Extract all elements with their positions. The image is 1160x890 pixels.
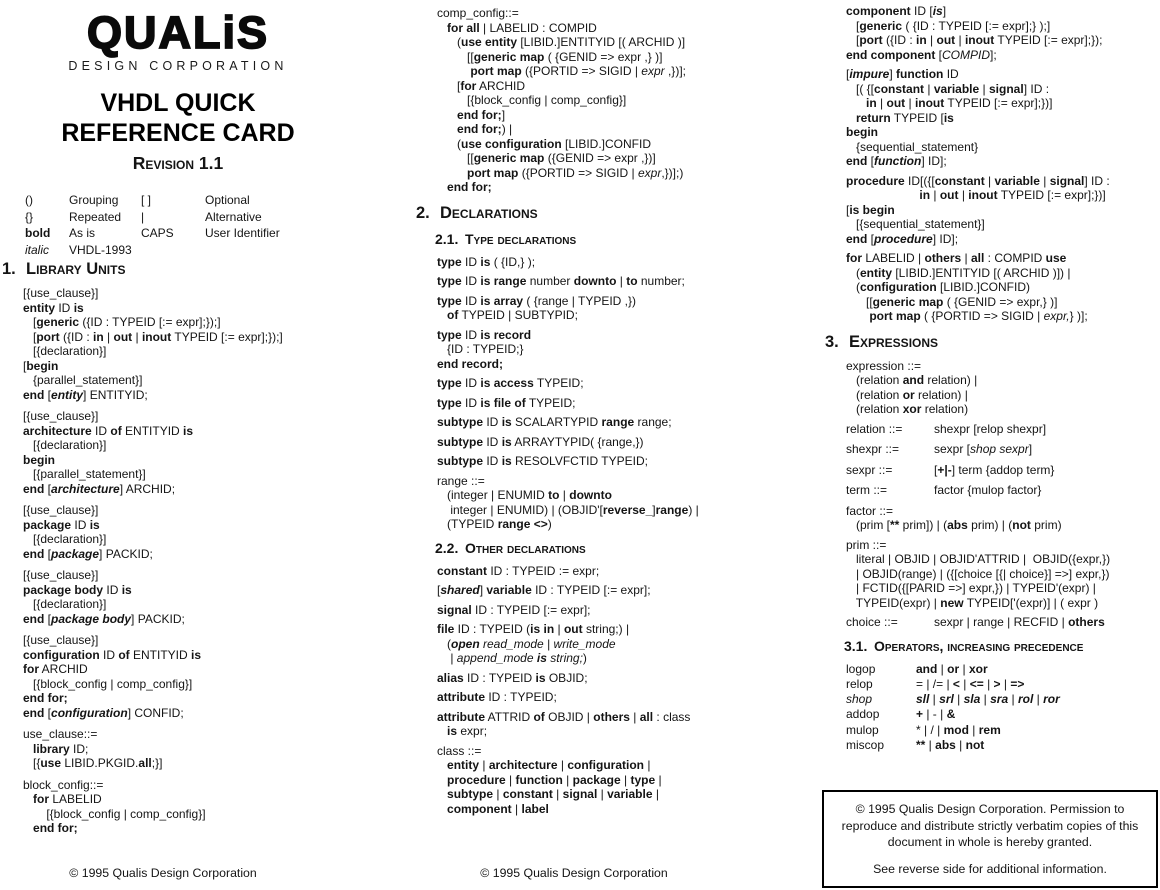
code-line: of TYPEID | SUBTYPID;	[447, 308, 578, 322]
section-heading	[416, 204, 772, 223]
card-header	[28, 8, 328, 174]
legend-meaning	[205, 242, 355, 259]
code-line: end for;	[447, 180, 492, 194]
code-line: entity | architecture | configuration |	[447, 758, 651, 772]
legend-symbol: bold	[25, 226, 51, 240]
card-title	[28, 88, 328, 148]
code-line: for all | LABELID : COMPID	[447, 20, 597, 35]
code-line: prim ::=	[846, 537, 887, 552]
code-block	[846, 538, 1160, 611]
permission-text: © 1995 Qualis Design Corporation. Permission to reproduce and distribute strictly verbatim copies of this document in whole is hereby granted.	[841, 802, 1139, 849]
code-line: type ID is record	[437, 327, 532, 342]
code-line: [{use_clause}]	[23, 503, 99, 517]
operator-class: logop	[846, 661, 876, 676]
code-line: [{use LIBID.PKGID.all;}]	[23, 756, 163, 770]
code-line: [{use_clause}]	[23, 286, 99, 300]
code-line: (use configuration [LIBID.]CONFID	[437, 136, 652, 151]
code-line: constant ID : TYPEID := expr;	[437, 563, 600, 578]
grammar-term: shexpr ::=	[846, 442, 900, 456]
code-line: end [package body] PACKID;	[23, 611, 185, 626]
legend-row	[25, 209, 355, 226]
column-library-units	[2, 260, 393, 843]
code-line: return TYPEID [is	[856, 110, 954, 125]
code-line: [{declaration}]	[23, 344, 107, 358]
code-block	[437, 255, 772, 270]
operator-class: miscop	[846, 737, 885, 752]
code-line: [( {[constant | variable | signal] ID :	[846, 81, 1050, 96]
code-line: [{declaration}]	[23, 532, 107, 546]
code-line: range ::=	[437, 473, 485, 488]
code-block	[437, 294, 772, 323]
code-line: end component [COMPID];	[846, 47, 997, 62]
operator-symbols: + | - | &	[916, 707, 956, 722]
operator-row	[846, 723, 1160, 738]
code-line: | FCTID({[PARID =>] expr,}) | TYPEID'(expr) |	[846, 581, 1096, 595]
grammar-definition	[846, 442, 1160, 457]
legend-meaning: Alternative	[205, 209, 262, 224]
grammar-term: term ::=	[846, 483, 888, 497]
code-line: subtype ID is RESOLVFCTID TYPEID;	[437, 454, 648, 468]
grammar-definition	[846, 422, 1160, 437]
code-line: library ID;	[33, 741, 89, 756]
code-line: [{use_clause}]	[23, 409, 99, 423]
column-expressions	[825, 4, 1160, 753]
section-heading	[2, 260, 393, 279]
operator-row	[846, 707, 1160, 722]
code-line: {parallel_statement}]	[23, 373, 143, 387]
title-line-2: REFERENCE CARD	[61, 119, 295, 147]
code-line: integer | ENUMID) | (OBJID'[reverse_]range) |	[437, 502, 699, 517]
section-title: Other declarations	[465, 539, 586, 556]
operator-class: mulop	[846, 722, 879, 737]
operator-row	[846, 692, 1160, 707]
code-line: [impure] function ID	[846, 67, 959, 81]
operator-symbols: = | /= | < | <= | > | =>	[916, 676, 1025, 691]
code-block	[437, 376, 772, 391]
section-heading	[844, 638, 1160, 654]
code-line: begin	[23, 452, 55, 467]
code-line: type ID is ( {ID,} );	[437, 254, 536, 269]
section-number: 1.	[2, 260, 16, 278]
code-line: [{declaration}]	[23, 597, 107, 611]
code-block	[846, 504, 1160, 533]
code-line: [[generic map ( {GENID => expr,} )]	[846, 294, 1058, 309]
column-declarations	[416, 6, 772, 821]
code-line: subtype ID is SCALARTYPID range range;	[437, 415, 672, 429]
legend-symbol	[141, 242, 205, 259]
code-line: in | out | inout TYPEID [:= expr];})]	[919, 188, 1106, 202]
code-line: [{declaration}]	[23, 438, 107, 452]
operator-symbols: and | or | xor	[916, 661, 988, 676]
code-line: {ID : TYPEID;}	[437, 342, 524, 356]
legend-symbol: |	[141, 209, 145, 224]
code-block	[846, 67, 1160, 169]
column1-copyright: © 1995 Qualis Design Corporation	[69, 866, 257, 880]
operator-class: shop	[846, 692, 873, 707]
grammar-expansion: factor {mulop factor}	[934, 483, 1042, 497]
code-line: type ID is access TYPEID;	[437, 376, 584, 390]
code-block	[437, 454, 772, 469]
section-number: 3.1.	[844, 637, 868, 654]
code-block	[437, 328, 772, 372]
code-block	[846, 359, 1160, 417]
legend-meaning: Repeated	[69, 209, 122, 224]
section-heading	[435, 540, 772, 556]
permission-notice-box	[822, 790, 1158, 888]
code-line: [{block_config | comp_config}]	[23, 806, 206, 821]
code-block	[437, 474, 772, 532]
grammar-term: choice ::=	[846, 615, 898, 629]
code-line: TYPEID(expr) | new TYPEID['(expr)] | ( expr )	[846, 595, 1099, 610]
code-line: type ID is array ( {range | TYPEID ,})	[437, 293, 637, 308]
legend-symbol: italic	[25, 242, 50, 257]
code-line: package body ID is	[23, 582, 132, 597]
code-block	[23, 409, 393, 496]
operator-symbols: ** | abs | not	[916, 737, 985, 752]
code-line: in | out | inout TYPEID [:= expr];})]	[866, 96, 1053, 110]
code-line: {sequential_statement}	[846, 139, 979, 154]
code-block	[437, 435, 772, 450]
code-line: component | label	[447, 801, 549, 816]
code-line: procedure ID[({[constant | variable | signal] ID :	[846, 173, 1110, 188]
code-line: [{use_clause}]	[23, 568, 99, 582]
code-line: [[generic map ( {GENID => expr ,} )]	[437, 49, 663, 64]
legend-symbol: [ ]	[141, 193, 152, 207]
grammar-definition	[846, 463, 1160, 478]
code-line: (configuration [LIBID.]CONFID)	[846, 280, 1031, 294]
code-line: attribute ID : TYPEID;	[437, 690, 557, 704]
section-title: Type declarations	[465, 230, 577, 247]
code-block	[437, 744, 772, 817]
legend-row	[25, 242, 355, 259]
title-line-1: VHDL QUICK	[100, 89, 256, 117]
code-line: for LABELID	[33, 792, 102, 806]
grammar-definition	[846, 483, 1160, 498]
code-line: for LABELID | others | all : COMPID use	[846, 251, 1067, 265]
code-line: end for;) |	[457, 122, 513, 136]
code-line: type ID is file of TYPEID;	[437, 395, 576, 410]
code-block	[846, 4, 1160, 62]
code-line: [{sequential_statement}]	[846, 217, 985, 231]
code-block	[23, 778, 393, 836]
code-line: (prim [** prim]) | (abs prim) | (not prim)	[846, 518, 1062, 532]
code-line: port map ({PORTID => SIGID | expr ,})];	[470, 64, 686, 78]
legend-symbol: ()	[25, 193, 33, 207]
legend-symbol: {}	[25, 209, 34, 224]
code-line: (integer | ENUMID to | downto	[437, 488, 612, 502]
code-line: architecture ID of ENTITYID is	[23, 423, 194, 438]
legend-symbol: CAPS	[141, 226, 174, 240]
code-block	[437, 690, 772, 705]
section-title: Operators, increasing precedence	[874, 637, 1084, 654]
code-line: (use entity [LIBID.]ENTITYID [( ARCHID )]	[437, 35, 686, 49]
legend-meaning: Optional	[205, 193, 250, 207]
code-line: end for;	[33, 821, 78, 835]
legend-meaning: VHDL-1993	[69, 242, 132, 257]
section-number: 3.	[825, 332, 839, 351]
code-line: (open read_mode | write_mode	[437, 636, 616, 651]
code-line: (relation or relation) |	[846, 387, 968, 402]
notation-legend	[25, 192, 355, 258]
code-line: is expr;	[447, 724, 488, 738]
grammar-expansion: sexpr | range | RECFID | others	[934, 615, 1105, 629]
section-title: Declarations	[440, 203, 538, 222]
code-line: [begin	[23, 358, 59, 373]
code-line: begin	[846, 125, 878, 139]
revision-label: Revision 1.1	[132, 153, 224, 173]
code-line: configuration ID of ENTITYID is	[23, 647, 202, 662]
operator-row	[846, 738, 1160, 753]
code-line: end for;]	[457, 107, 506, 122]
code-line: (entity [LIBID.]ENTITYID [( ARCHID )]) |	[846, 265, 1071, 280]
code-line: [port ({ID : in | out | inout TYPEID [:= expr];});]	[23, 329, 283, 344]
code-line: type ID is range number downto | to number;	[437, 274, 685, 288]
legend-meaning: User Identifier	[205, 226, 280, 240]
code-line: [shared] variable ID : TYPEID [:= expr];	[437, 583, 651, 597]
code-block	[437, 6, 772, 195]
code-line: port map ( {PORTID => SIGID | expr,} )];	[869, 309, 1088, 323]
code-block	[437, 396, 772, 411]
code-line: end [configuration] CONFID;	[23, 705, 184, 720]
code-line: component ID [is]	[846, 4, 947, 18]
logo-wordmark: QUALiS	[86, 7, 269, 58]
operator-class: relop	[846, 676, 873, 691]
code-line: end [procedure] ID];	[846, 231, 959, 246]
qualis-logo	[28, 8, 328, 73]
code-line: end [package] PACKID;	[23, 546, 153, 561]
operator-table	[846, 662, 1160, 754]
code-line: subtype | constant | signal | variable |	[447, 787, 659, 801]
code-block	[846, 174, 1160, 247]
code-line: [{parallel_statement}]	[23, 467, 146, 481]
code-line: (relation xor relation)	[846, 402, 969, 416]
code-line: [port ({ID : in | out | inout TYPEID [:= expr];});	[846, 33, 1103, 47]
legend-meaning: Grouping	[69, 193, 119, 207]
code-line: [{block_config | comp_config}]	[23, 676, 193, 691]
code-line: entity ID is	[23, 300, 84, 315]
operator-class: addop	[846, 707, 880, 722]
operator-row	[846, 662, 1160, 677]
code-line: | OBJID(range) | ({[choice [{| choice}] =>] expr,})	[846, 566, 1110, 581]
code-line: [generic ({ID : TYPEID [:= expr];});]	[23, 315, 221, 329]
code-line: expression ::=	[846, 358, 922, 373]
code-line: [{use_clause}]	[23, 633, 99, 647]
code-line: alias ID : TYPEID is OBJID;	[437, 670, 588, 685]
code-block	[437, 274, 772, 289]
code-line: class ::=	[437, 743, 482, 758]
code-line: subtype ID is ARRAYTYPID( {range,})	[437, 434, 644, 449]
code-line: block_config::=	[23, 777, 104, 792]
code-line: (TYPEID range <>)	[437, 517, 552, 531]
section-number: 2.2.	[435, 539, 459, 556]
code-block	[437, 583, 772, 598]
code-line: literal | OBJID | OBJID'ATTRID | OBJID({expr,})	[846, 552, 1111, 566]
reverse-side-text: See reverse side for additional information.	[873, 861, 1107, 876]
column2-copyright: © 1995 Qualis Design Corporation	[480, 866, 668, 880]
code-line: [for ARCHID	[437, 78, 526, 93]
code-line: end [entity] ENTITYID;	[23, 387, 148, 402]
section-heading	[825, 333, 1160, 352]
operator-symbols: * | / | mod | rem	[916, 722, 1001, 737]
code-line: end record;	[437, 356, 504, 371]
grammar-term: relation ::=	[846, 421, 903, 436]
code-line: [[generic map ({GENID => expr ,})]	[437, 151, 656, 165]
operator-row	[846, 677, 1160, 692]
code-block	[23, 633, 393, 720]
code-line: end [function] ID];	[846, 154, 947, 168]
grammar-definition	[846, 615, 1160, 630]
section-title: Library Units	[26, 260, 126, 278]
code-block	[23, 727, 393, 771]
code-block	[23, 568, 393, 626]
code-line: (relation and relation) |	[846, 373, 978, 387]
section-number: 2.1.	[435, 230, 459, 247]
code-block	[437, 564, 772, 579]
code-block	[23, 503, 393, 561]
code-line: file ID : TYPEID (is in | out string;) |	[437, 622, 630, 636]
code-line: end for;	[23, 691, 68, 705]
grammar-expansion: [+|-] term {addop term}	[934, 462, 1055, 477]
grammar-term: sexpr ::=	[846, 462, 893, 477]
code-block	[437, 603, 772, 618]
code-block	[437, 671, 772, 686]
code-line: for ARCHID	[23, 662, 88, 676]
code-line: package ID is	[23, 517, 100, 532]
section-number: 2.	[416, 203, 430, 222]
code-block	[437, 415, 772, 430]
code-line: attribute ATTRID of OBJID | others | all : class	[437, 709, 691, 724]
code-line: end [architecture] ARCHID;	[23, 481, 176, 496]
code-line: [is begin	[846, 202, 895, 217]
logo-subtitle: DESIGN CORPORATION	[68, 59, 288, 73]
code-line: comp_config::=	[437, 6, 519, 20]
section-title: Expressions	[849, 332, 939, 351]
legend-meaning: As is	[69, 226, 96, 240]
code-block	[23, 286, 393, 402]
code-line: factor ::=	[846, 503, 894, 518]
grammar-expansion: shexpr [relop shexpr]	[934, 421, 1047, 436]
legend-row	[25, 225, 355, 242]
section-heading	[435, 231, 772, 247]
code-line: use_clause::=	[23, 727, 98, 741]
code-block	[846, 251, 1160, 324]
operator-symbols: sll | srl | sla | sra | rol | ror	[916, 692, 1060, 707]
code-line: | append_mode is string;)	[437, 651, 587, 665]
grammar-expansion: sexpr [shop sexpr]	[934, 442, 1033, 456]
code-line: [generic ( {ID : TYPEID [:= expr];} );]	[846, 18, 1051, 33]
legend-row	[25, 192, 355, 209]
code-block	[437, 710, 772, 739]
code-line: [{block_config | comp_config}]	[437, 93, 627, 107]
code-line: port map ({PORTID => SIGID | expr,})];)	[467, 165, 684, 180]
code-line: signal ID : TYPEID [:= expr];	[437, 602, 591, 617]
code-line: procedure | function | package | type |	[447, 772, 662, 787]
code-block	[437, 622, 772, 666]
